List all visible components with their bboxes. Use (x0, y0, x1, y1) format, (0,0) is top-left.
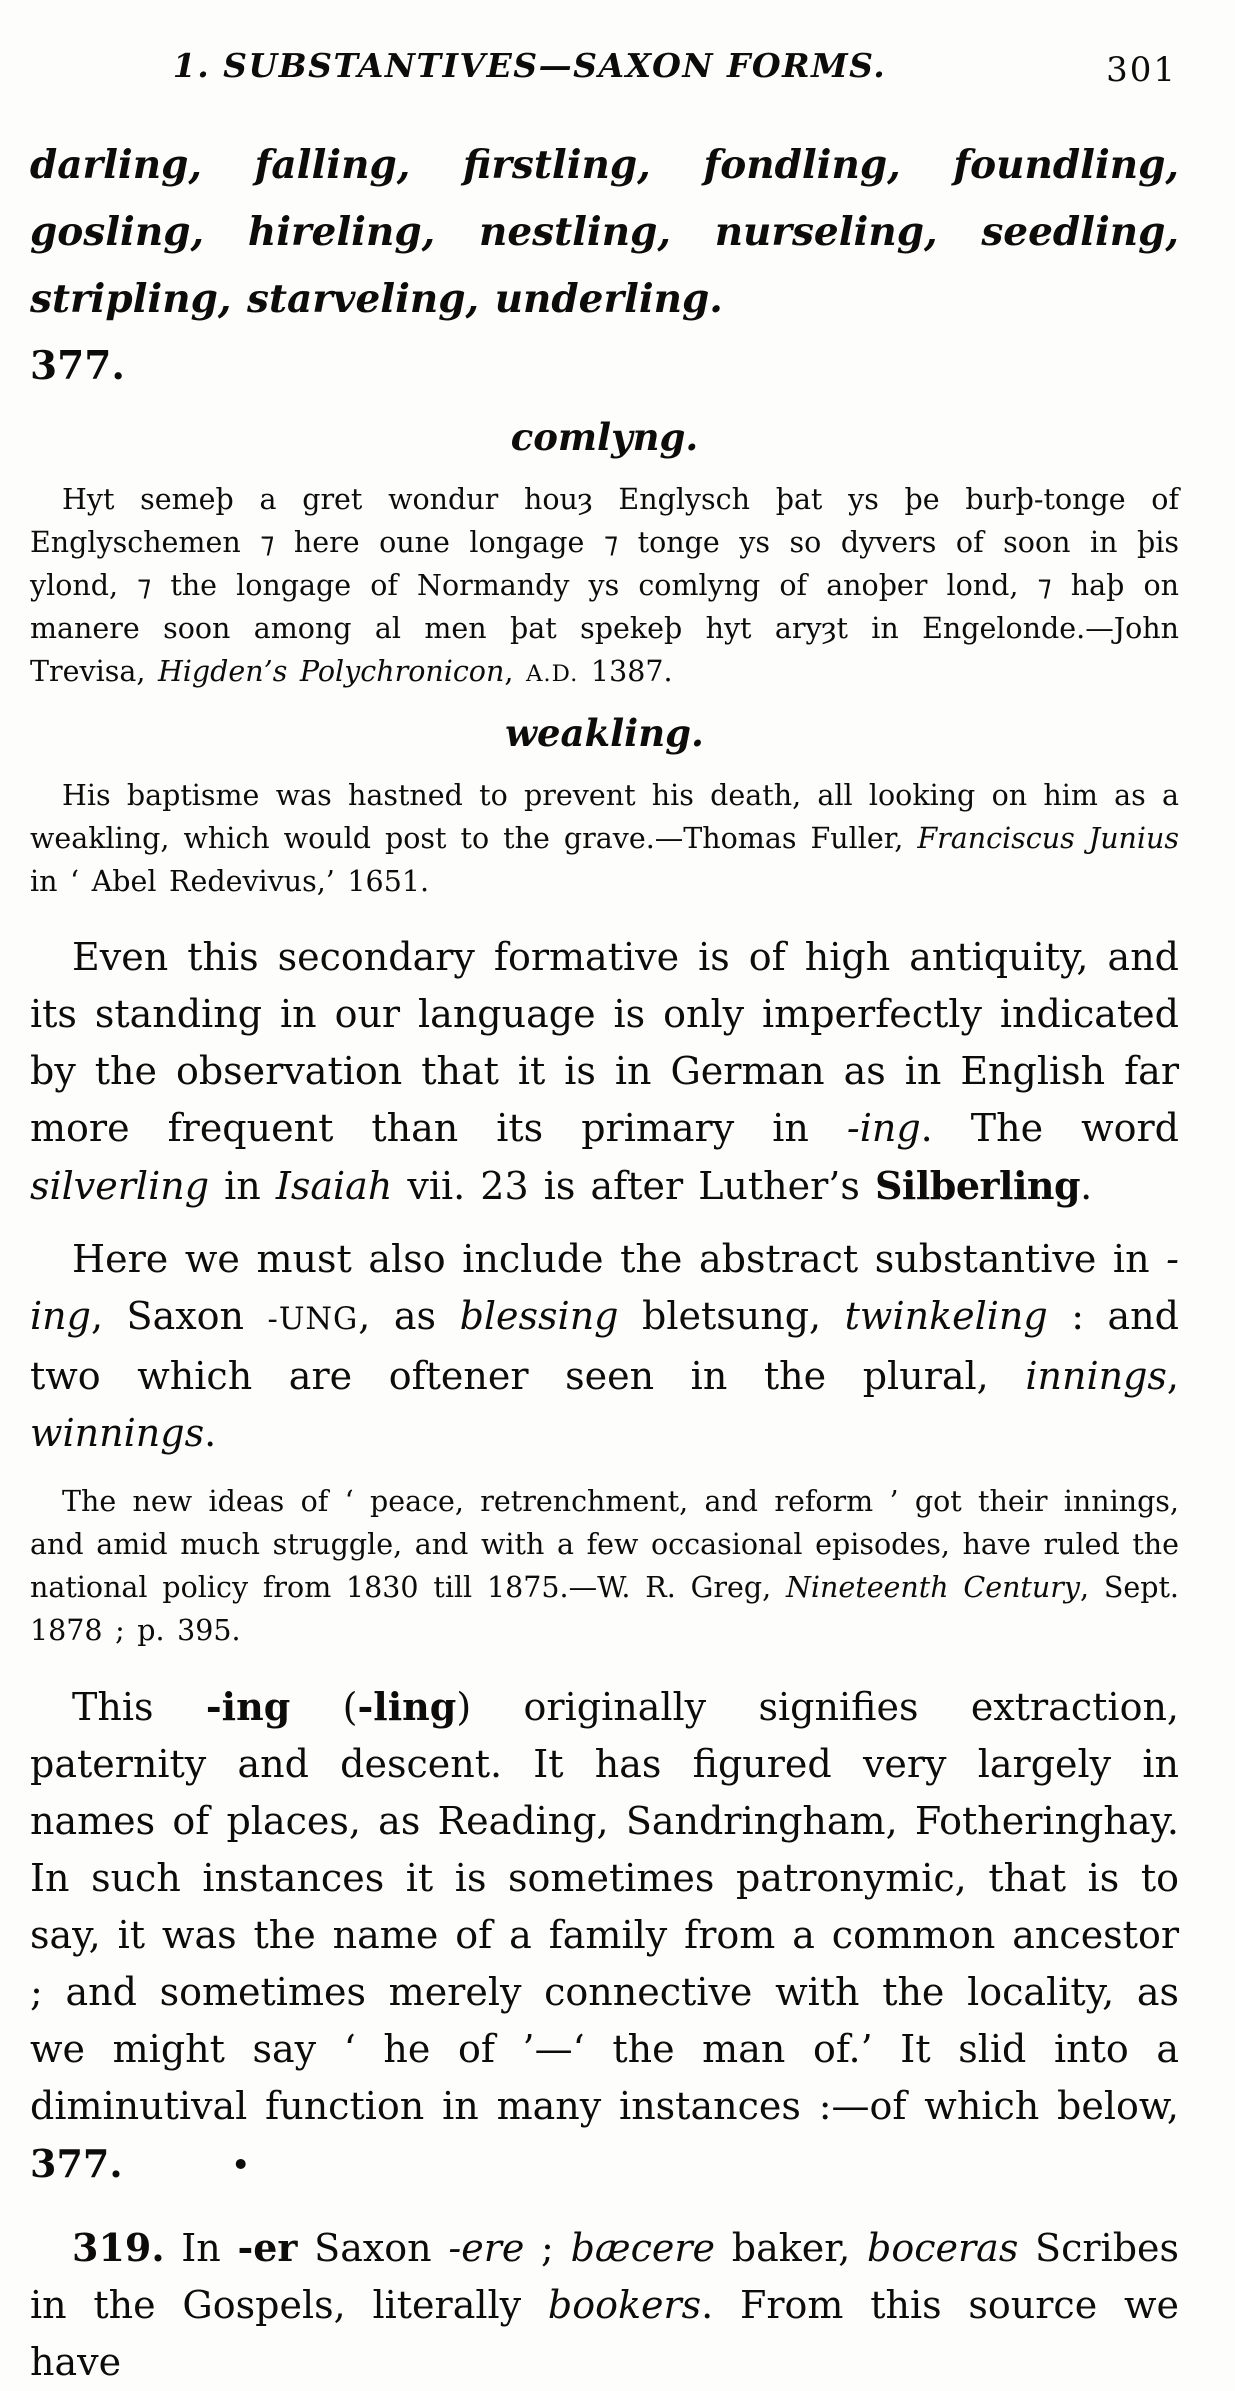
text-segment: , (1166, 1354, 1179, 1398)
text-segment: Silberling (874, 1163, 1081, 1208)
text-segment: 377. (30, 2141, 123, 2186)
text-segment: in ‘ Abel Redevivus,’ 1651. (30, 865, 430, 898)
text-segment: baker, (715, 2226, 868, 2270)
text-segment: ( (290, 1685, 358, 1729)
text-segment: This (72, 1685, 206, 1729)
suffix-word-list-paragraph (30, 132, 1179, 400)
text-segment: Hyt semeþ a gret wondur houȝ Englysch þat ys þe burþ-tonge of Englyschemen ⁊ here oune longage ⁊ tonge ys so dyvers of soon in þis ylond, ⁊ the longage of Normandy ys comlyng of anoþer lond, ⁊ haþ on manere soon among al men þat spekeþ hyt aryȝt in Engelonde.—John Trevisa, (30, 483, 1179, 688)
text-segment: In (164, 2226, 238, 2270)
text-segment: , Saxon (90, 1294, 268, 1338)
running-header-title: 1. SUBSTANTIVES—SAXON FORMS. (172, 46, 887, 85)
text-segment: . The word (920, 1106, 1179, 1150)
text-segment: Scribes in the Gospels, literally (30, 2226, 1180, 2327)
text-segment: , as (358, 1294, 460, 1338)
text-segment: His baptisme was hastned to prevent his death, all looking on him as a weakling, which would post to the grave.—Thomas Fuller, (30, 779, 1179, 855)
text-segment: bookers (547, 2283, 702, 2327)
text-segment: Isaiah (275, 1164, 393, 1208)
text-segment: in (209, 1164, 276, 1208)
text-segment: silverling (30, 1164, 210, 1208)
text-segment: vii. 23 is after Luther’s (392, 1164, 875, 1208)
text-segment: . (204, 1411, 217, 1455)
text-segment: Even this secondary formative is of high antiquity, and its standing in our language is only imperfectly indicated by the observation that it is in German as in English far more frequent than its primary in (30, 935, 1179, 1150)
text-segment: twinkeling (844, 1294, 1048, 1338)
quote-trevisa-polychronicon (30, 478, 1179, 696)
text-segment: winnings (30, 1411, 205, 1455)
text-segment: -ing (205, 1684, 291, 1729)
text-segment: 319. (72, 2225, 165, 2270)
text-segment: , Sept. 1878 ; p. 395. (30, 1571, 1179, 1647)
paragraph-abstract-substantive (30, 1231, 1179, 1462)
text-segment: darling, falling, firstling, fondling, foundling, gosling, hireling, nestling, nurseling, seedling, stripling, starveling, underling. (30, 142, 1179, 322)
text-segment: blessing (459, 1294, 619, 1338)
text-segment: ) originally signifies extraction, paternity and descent. It has figured very largely in names of places, as Reading, Sandringham, Fotheringhay. In such instances it is sometimes patronymic, that is to say, it was the name of a family from a common ancestor ; and sometimes merely connective with the locality, as we might say ‘ he of ’—‘ the man of.’ It slid into a diminutival function in many instances :—of which below, (30, 1685, 1180, 2128)
text-segment: : and two which are oftener seen in the plural, (30, 1294, 1179, 1398)
text-segment: Franciscus Junius (917, 822, 1179, 855)
text-segment: boceras (867, 2226, 1019, 2270)
text-segment: -UNG (267, 1302, 359, 1337)
text-segment: -ing (30, 1237, 1179, 1338)
text-segment: Saxon (297, 2226, 449, 2270)
text-segment: -er (237, 2225, 298, 2270)
text-segment: Here we must also include the abstract substantive in (72, 1237, 1167, 1281)
text-segment: -ing (846, 1106, 921, 1150)
text-segment: bæcere (570, 2226, 716, 2270)
text-segment: 377. (30, 343, 125, 389)
text-segment: 1387. (578, 655, 673, 688)
text-segment: , (504, 655, 526, 688)
running-header (30, 46, 1179, 90)
text-segment: A.D. (525, 661, 579, 687)
text-segment: . From this source we have (30, 2283, 1179, 2384)
quote-fuller-abel-redevivus (30, 774, 1179, 903)
text-segment: • (230, 2146, 251, 2186)
paragraph-secondary-formative (30, 929, 1179, 1215)
text-segment: Higden’s Polychronicon (157, 655, 505, 688)
text-segment: innings (1025, 1354, 1167, 1398)
paragraph-319-er-suffix (30, 2219, 1179, 2391)
quote-greg-nineteenth-century (30, 1480, 1179, 1652)
paragraph-ing-ling-origin (30, 1678, 1179, 2195)
text-segment: . (1080, 1164, 1093, 1208)
text-segment: -ere (448, 2226, 525, 2270)
text-segment: The new ideas of ‘ peace, retrenchment, and reform ’ got their innings, and amid much struggle, and with a few occasional episodes, have ruled the national policy from 1830 till 1875.—W. R. Greg, (30, 1485, 1179, 1604)
text-segment: ; (524, 2226, 571, 2270)
text-segment: Nineteenth Century (785, 1571, 1080, 1604)
text-segment: -ling (357, 1684, 457, 1729)
section-heading-weakling: weakling. (505, 711, 704, 755)
text-segment: bletsung, (618, 1294, 845, 1338)
page-number: 301 (1106, 50, 1177, 90)
section-heading-comlyng: comlyng. (510, 415, 699, 459)
